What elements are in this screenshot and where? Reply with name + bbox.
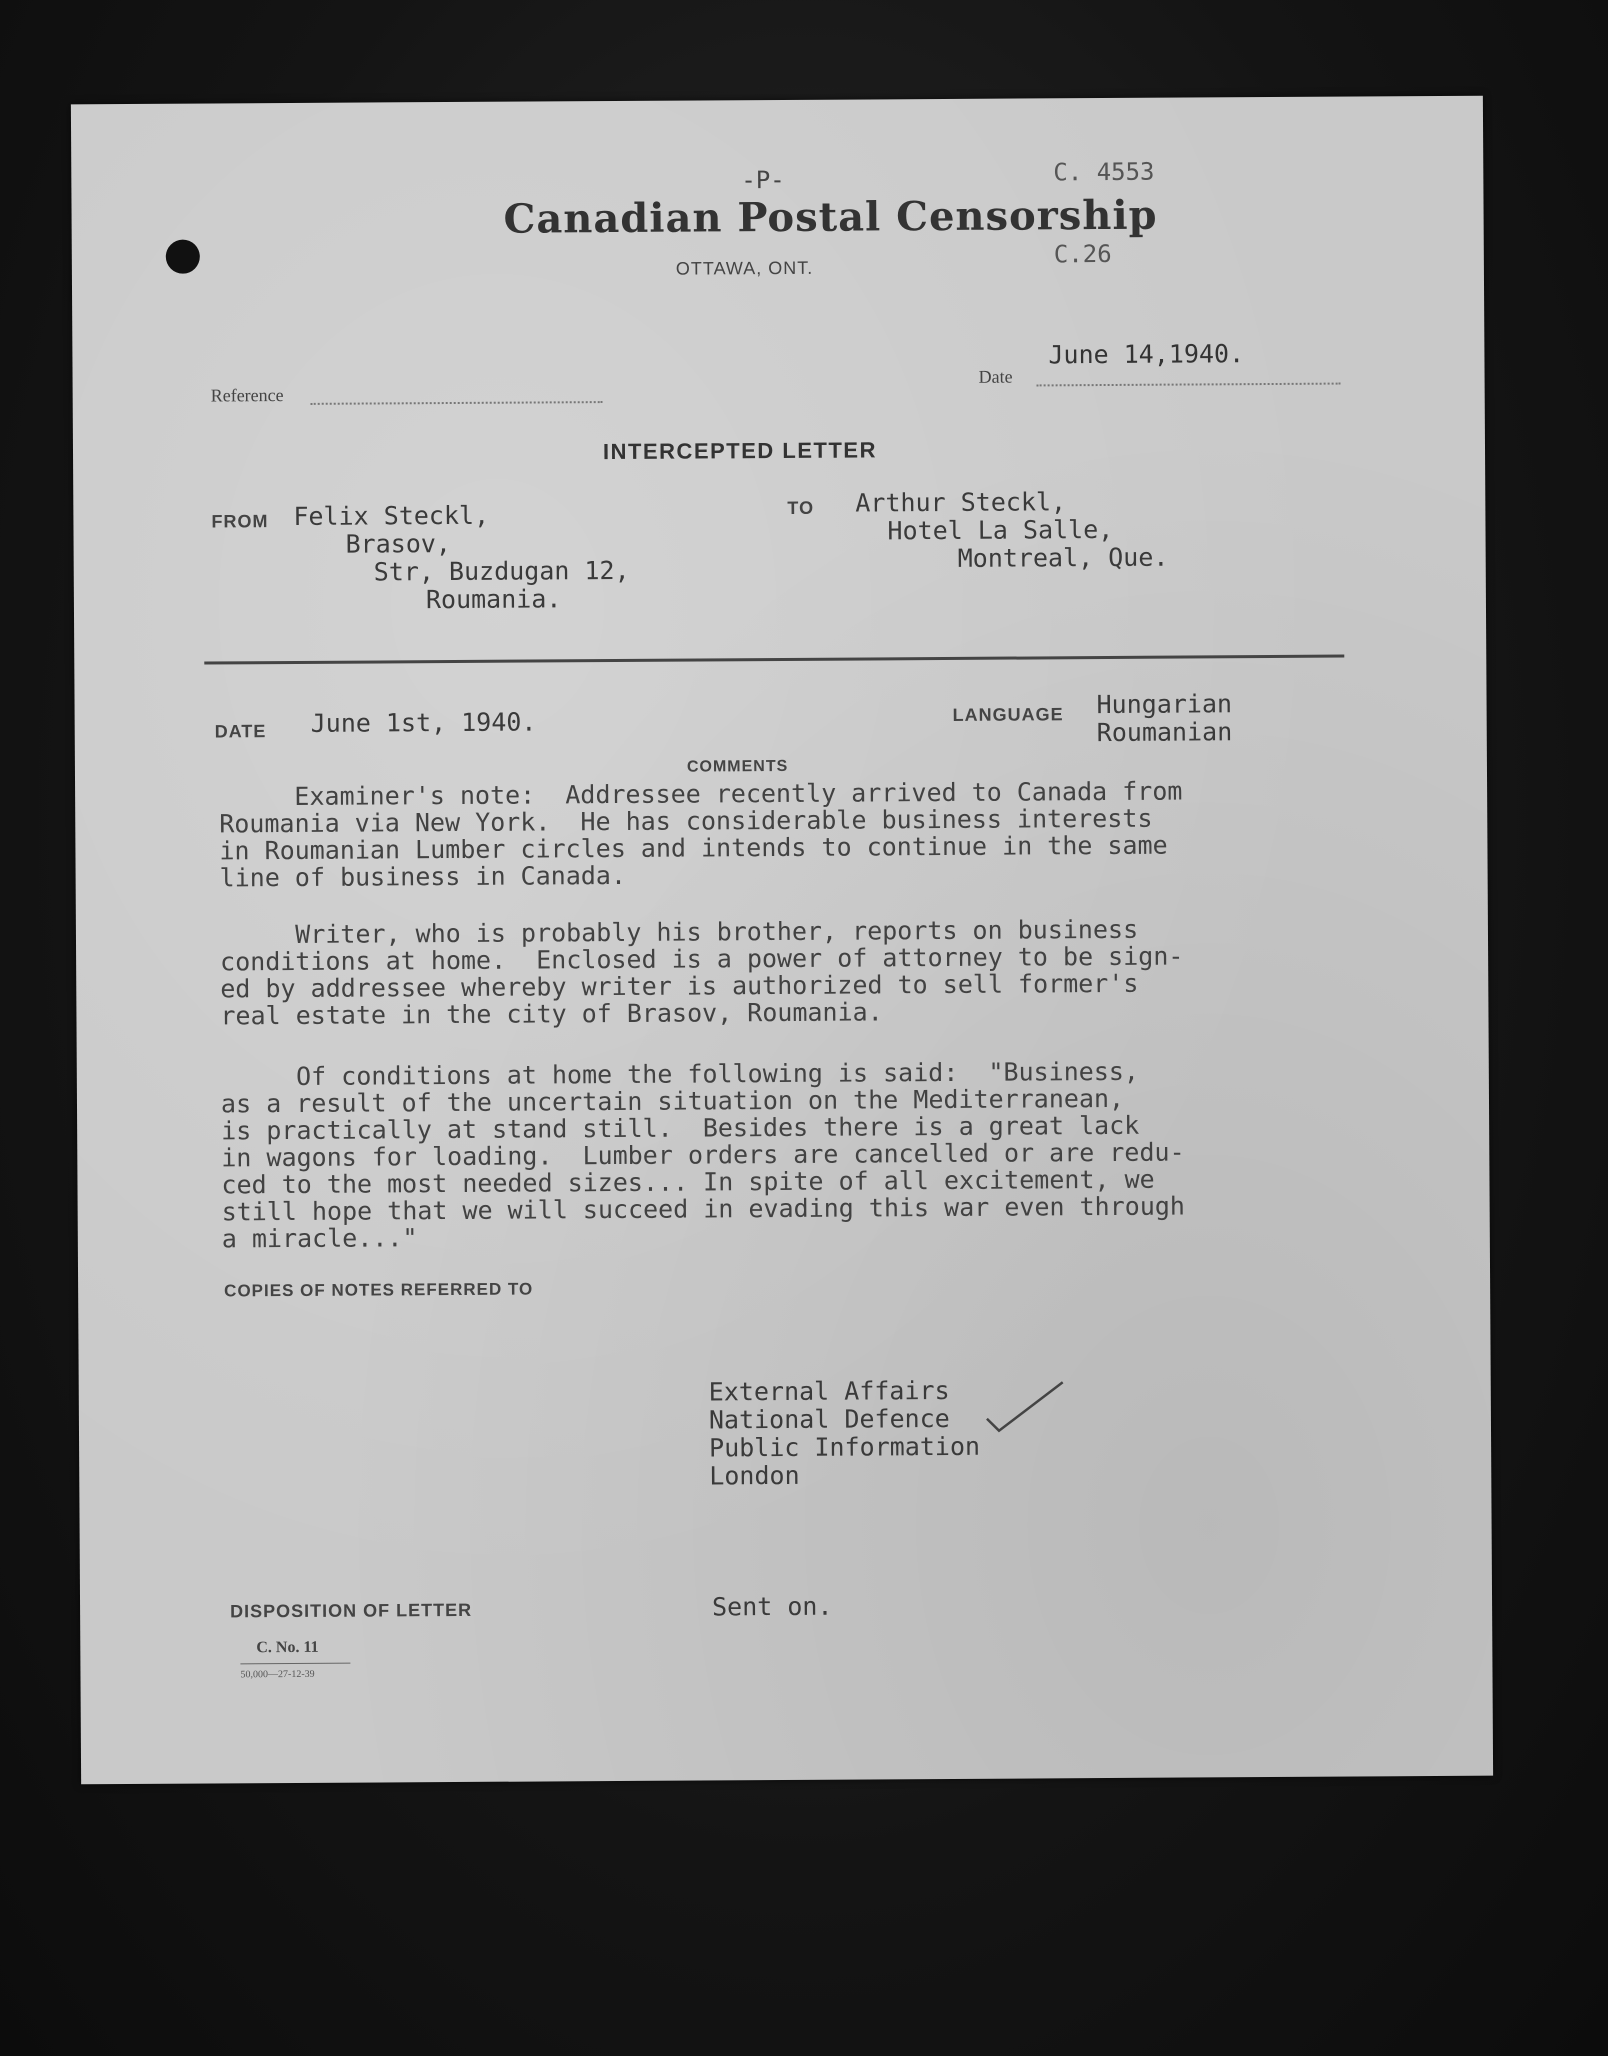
copy-recipient: London — [709, 1460, 800, 1491]
from-line: Brasov, — [345, 529, 452, 559]
from-line: Felix Steckl, — [293, 500, 490, 531]
comment-paragraph: Writer, who is probably his brother, reports on business conditions at home. Enclosed is a power of attorney to be sign- ed by addressee whereby writer is authorized to sell former's real estate in the city of Brasov, Roumania. — [219, 914, 1184, 1031]
form-date-value: June 14,1940. — [1048, 339, 1245, 370]
from-label: FROM — [211, 511, 269, 532]
to-line: Montreal, Que. — [957, 542, 1169, 573]
language-value: Roumanian — [1096, 717, 1233, 748]
check-mark-icon — [979, 1378, 1069, 1439]
from-line: Roumania. — [425, 584, 562, 615]
language-label: LANGUAGE — [952, 704, 1064, 725]
letter-date-label: DATE — [214, 721, 267, 742]
to-line: Arthur Steckl, — [855, 487, 1067, 518]
from-line: Str, Buzdugan 12, — [373, 555, 630, 587]
examiner-code: C.26 — [1053, 239, 1112, 269]
reference-line — [311, 401, 603, 405]
file-code: C. 4553 — [1053, 157, 1155, 187]
document-type: INTERCEPTED LETTER — [602, 437, 877, 465]
comments-label: COMMENTS — [686, 757, 789, 776]
to-label: TO — [787, 497, 815, 518]
reference-label: Reference — [210, 385, 284, 406]
form-number: C. No. 11 — [256, 1638, 319, 1657]
letter-date-value: June 1st, 1940. — [310, 707, 537, 738]
print-code: 50,000—27-12-39 — [240, 1668, 315, 1681]
copies-label: COPIES OF NOTES REFERRED TO — [224, 1279, 534, 1301]
to-line: Hotel La Salle, — [887, 514, 1114, 546]
disposition-value: Sent on. — [711, 1591, 833, 1622]
copy-recipient: External Affairs — [708, 1375, 950, 1407]
letterhead-title: Canadian Postal Censorship — [503, 191, 1158, 243]
copy-recipient: National Defence — [708, 1403, 950, 1435]
censorship-form-sheet — [71, 96, 1493, 1785]
page-marker: -P- — [741, 165, 785, 195]
disposition-label: DISPOSITION OF LETTER — [230, 1599, 473, 1622]
language-value: Hungarian — [1096, 689, 1233, 720]
form-number-rule — [240, 1663, 350, 1665]
form-date-label: Date — [978, 366, 1013, 387]
letterhead-city: OTTAWA, ONT. — [675, 257, 814, 279]
comment-paragraph: Examiner's note: Addressee recently arrived to Canada from Roumania via New York. He has considerable business interests in Roumanian Lumber circles and intends to continue in the same line of business in Canada. — [219, 776, 1183, 893]
punch-hole — [166, 240, 200, 274]
form-date-line — [1037, 383, 1341, 387]
section-divider — [204, 655, 1344, 665]
copy-recipient: Public Information — [709, 1431, 981, 1463]
comment-paragraph: Of conditions at home the following is said: "Business, as a result of the uncertain situation on the Mediterranean, is practically at stand still. Besides there is a great lack in wagons for loading. Lumber orders are cancelled or are redu- ced to the most needed sizes... In spite of all excitement, we still hope that we will succeed in evading this war even through a miracle..." — [220, 1056, 1186, 1254]
